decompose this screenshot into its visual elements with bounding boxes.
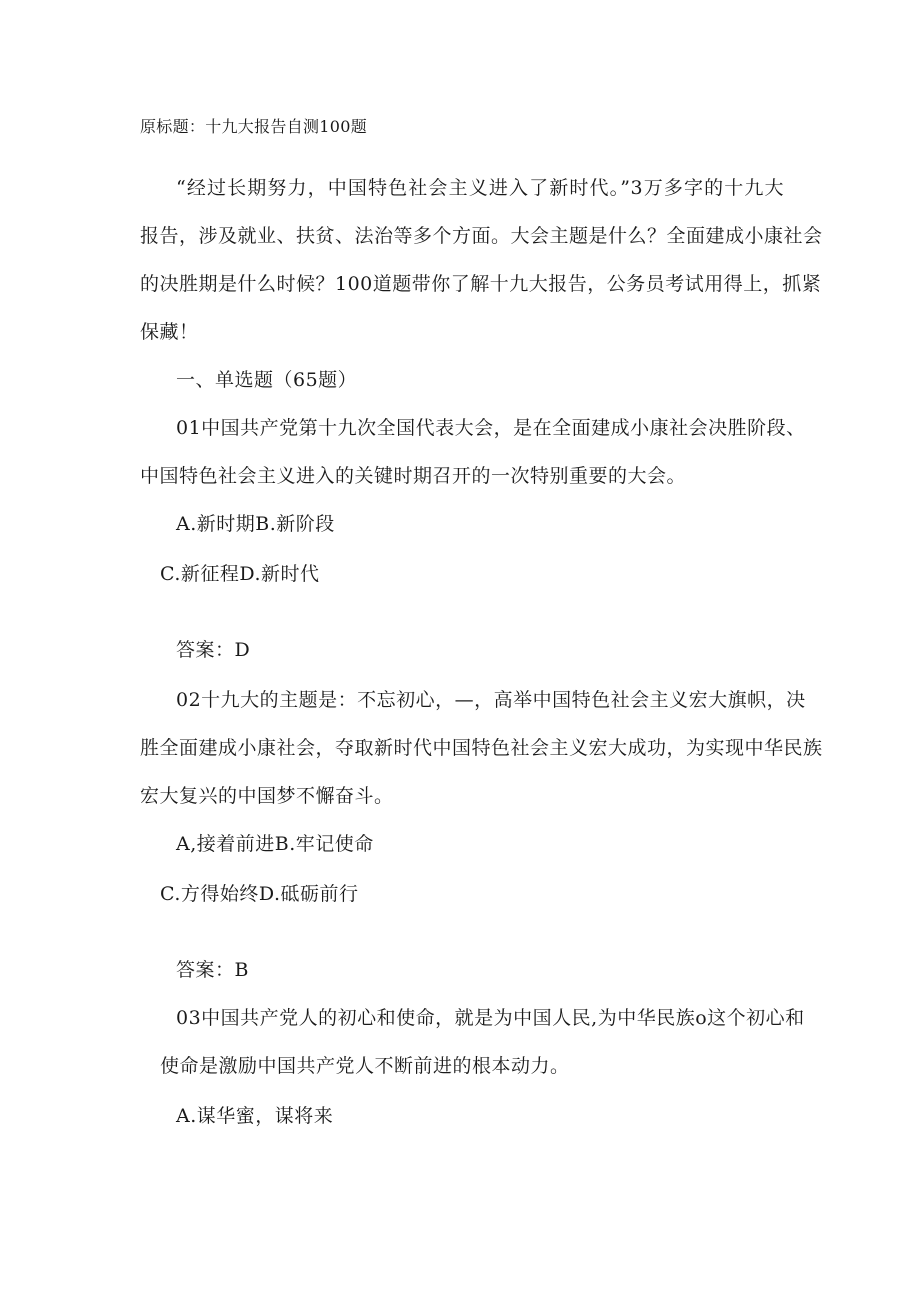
question-2-answer: 答案：B bbox=[176, 959, 249, 981]
intro-line-3: 的决胜期是什么时候？100道题带你了解十九大报告，公务员考试用得上，抓紧 bbox=[140, 273, 822, 295]
question-1-answer: 答案：D bbox=[176, 639, 251, 661]
intro-line-1: “经过长期努力，中国特色社会主义进入了新时代。”3万多字的十九大 bbox=[176, 177, 784, 199]
question-3-line-1: 03中国共产党人的初心和使命，就是为中国人民,为中华民族o这个初心和 bbox=[176, 1007, 805, 1029]
question-2-line-3: 宏大复兴的中国梦不懈奋斗。 bbox=[140, 785, 394, 807]
question-2-option-ab: A,接着前进B.牢记使命 bbox=[176, 833, 374, 855]
question-2-line-1: 02十九大的主题是：不忘初心，—，高举中国特色社会主义宏大旗帜，决 bbox=[176, 689, 806, 711]
question-2-line-2: 胜全面建成小康社会，夺取新时代中国特色社会主义宏大成功，为实现中华民族 bbox=[140, 737, 823, 759]
intro-line-4: 保藏！ bbox=[140, 321, 199, 343]
question-3-option-a: A.谋华蜜，谋将来 bbox=[176, 1105, 334, 1127]
question-1-line-1: 01中国共产党第十九次全国代表大会，是在全面建成小康社会决胜阶段、 bbox=[176, 417, 806, 439]
question-1-option-cd: C.新征程D.新时代 bbox=[160, 563, 320, 585]
question-2-option-cd: C.方得始终D.砥砺前行 bbox=[160, 883, 359, 905]
section-heading: 一、单选题（65题） bbox=[176, 369, 358, 391]
question-3-line-2: 使命是激励中国共产党人不断前进的根本动力。 bbox=[160, 1055, 570, 1077]
question-1-option-ab: A.新时期B.新阶段 bbox=[176, 513, 335, 535]
original-title: 原标题：十九大报告自测100题 bbox=[140, 117, 368, 136]
intro-line-2: 报告，涉及就业、扶贫、法治等多个方面。大会主题是什么？全面建成小康社会 bbox=[140, 225, 823, 247]
question-1-line-2: 中国特色社会主义进入的关键时期召开的一次特别重要的大会。 bbox=[140, 465, 687, 487]
